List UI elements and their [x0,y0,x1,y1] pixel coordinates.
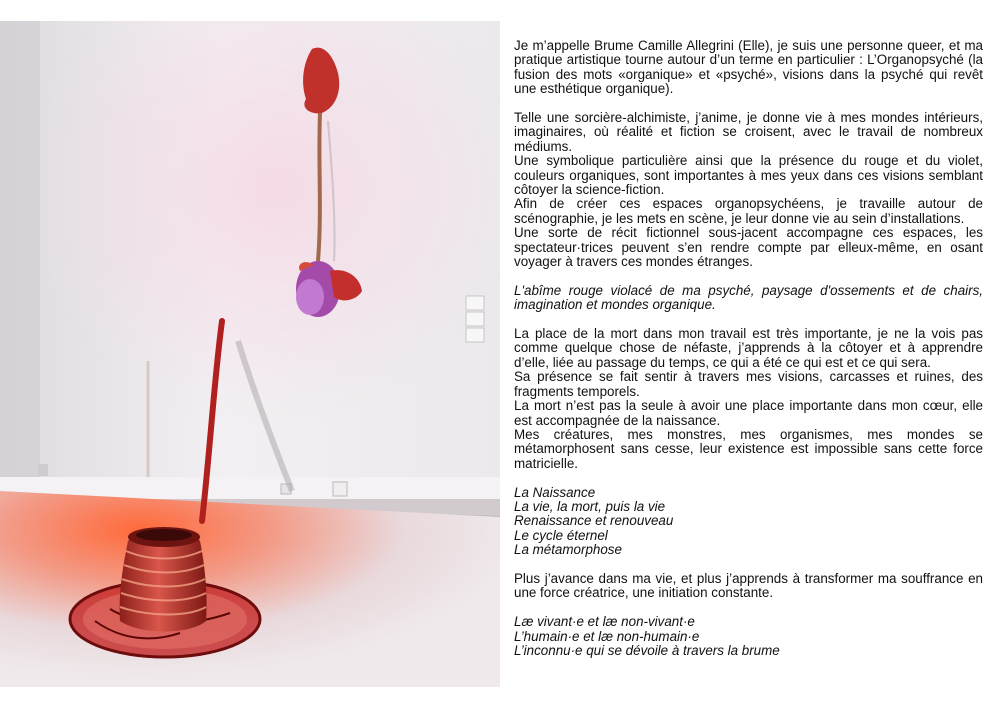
poem-line: Le cycle éternel [514,527,608,543]
practice-paragraph-2: Une symbolique particulière ainsi que la présence du rouge et du violet, couleurs organiques, sont importantes à mes yeux dans ces visions semblant côtoyer la science-fiction. [514,153,983,198]
practice-paragraph-1: Telle une sorcière-alchimiste, j’anime, je donne vie à mes mondes intérieurs, imaginaires, où réalité et fiction se croisent, avec le travail de nombreux médiums. [514,110,983,154]
poem-living [514,615,983,658]
poem-line: L’inconnu·e qui se dévoile à travers la brume [514,642,780,658]
installation-photo [0,21,500,687]
intro-paragraph: Je m’appelle Brume Camille Allegrini (Elle), je suis une personne queer, et ma pratique artistique tourne autour d’un terme en particulier : L’Organopsyché (la fusion des mots «organique» et «psyché», visions dans la psyché qui revêt une esthétique organique). [514,38,983,97]
spacer [514,313,983,327]
poem-birth [514,486,983,558]
spacer [514,97,983,111]
installation-photo-drawing [0,21,500,687]
death-paragraph-1: La place de la mort dans mon travail est très importante, je ne la vois pas comme quelque chose de néfaste, j’apprends à la côtoyer et à apprendre d’elle, liée au passage du temps, ce qui a été ce qui est et ce qui sera. [514,326,983,370]
poem-line: La métamorphose [514,542,622,558]
spacer [514,269,983,283]
spacer [514,471,983,485]
poem-line: La Naissance [514,484,596,500]
death-paragraph-2: Sa présence se fait sentir à travers mes visions, carcasses et ruines, des fragments temporels. [514,369,983,399]
italic-quote: L'abîme rouge violacé de ma psyché, paysage d'ossements et de chairs, imagination et mondes organique. [514,282,983,313]
spacer [514,601,983,615]
poem-line: Renaissance et renouveau [514,513,674,529]
practice-paragraph-4: Une sorte de récit fictionnel sous-jacent accompagne ces espaces, les spectateur·trices peuvent s’en rendre compte par elleux-même, en osant voyager à travers ces mondes étranges. [514,225,983,270]
poem-line: Læ vivant·e et læ non-vivant·e [514,614,695,630]
poem-line: La vie, la mort, puis la vie [514,498,666,514]
poem-line: L’humain·e et læ non-humain·e [514,628,700,644]
spacer [514,558,983,572]
artist-statement [514,39,983,658]
closing-paragraph: Plus j’avance dans ma vie, et plus j’apprends à transformer ma souffrance en une force créatrice, une initiation constante. [514,570,983,601]
death-paragraph-3: La mort n’est pas la seule à avoir une place importante dans mon cœur, elle est accompagnée de la naissance. [514,398,983,428]
practice-paragraph-3: Afin de créer ces espaces organopsychéens, je travaille autour de scénographie, je les mets en scène, je leur donne vie au sein d’installations. [514,196,983,226]
death-paragraph-4: Mes créatures, mes monstres, mes organismes, mes mondes se métamorphosent sans cesse, leur existence est impossible sans cette force matricielle. [514,426,983,471]
